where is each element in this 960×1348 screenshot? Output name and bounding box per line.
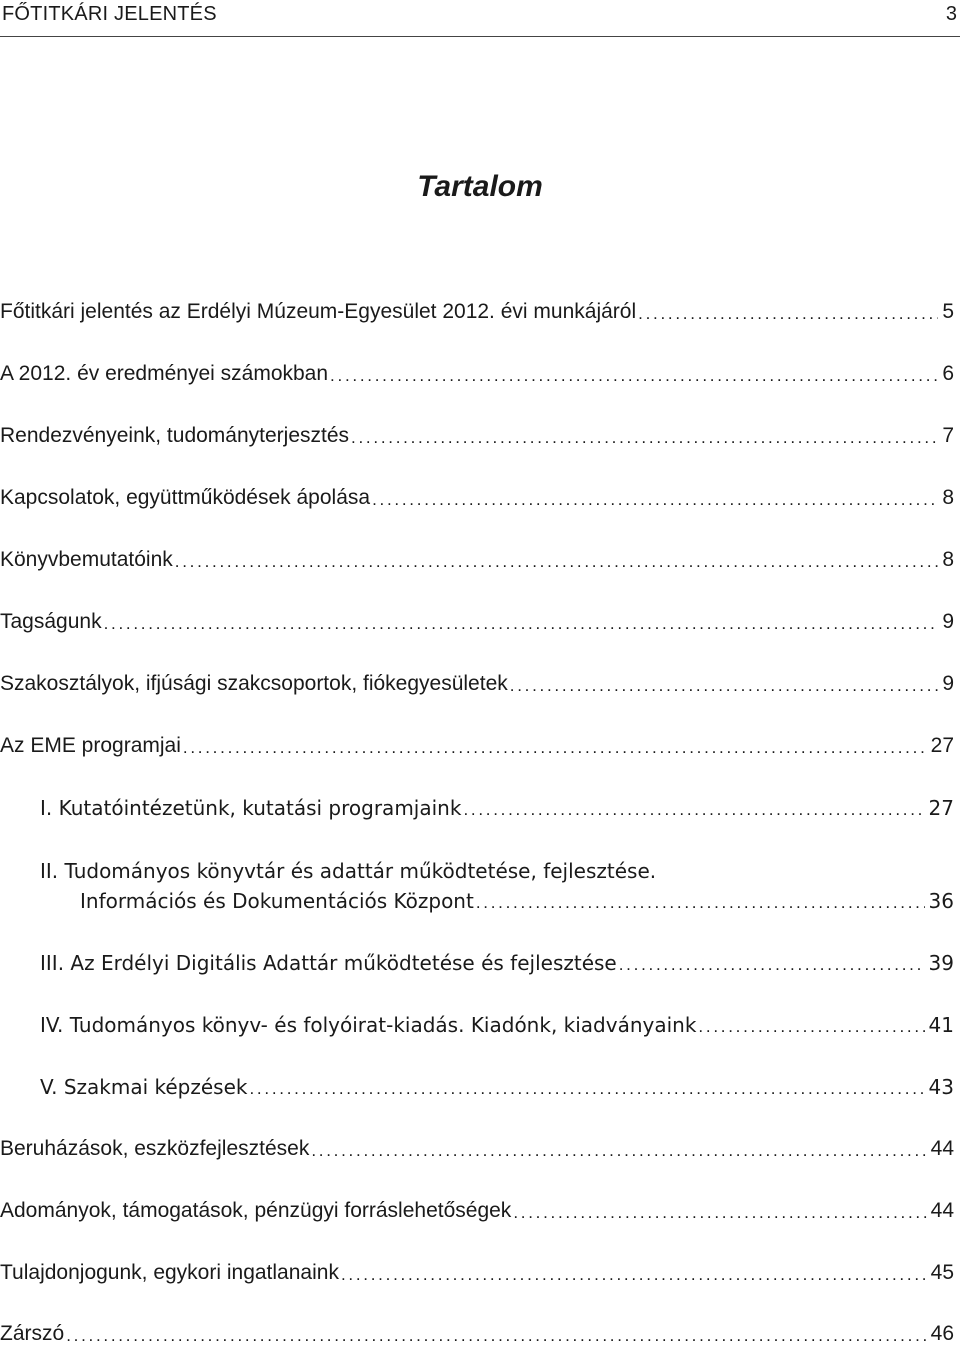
toc-entry-text: I. Kutatóintézetünk, kutatási programjaink <box>40 796 462 820</box>
toc-entry-text: V. Szakmai képzések <box>40 1075 248 1099</box>
toc-entry-text: Rendezvényeink, tudományterjesztés <box>0 424 350 447</box>
toc-entry-text: Adományok, támogatások, pénzügyi forráslehetőségek <box>0 1199 512 1222</box>
toc-entry-text: Információs és Dokumentációs Központ <box>80 889 474 913</box>
toc-entry-page: 27 <box>930 734 954 757</box>
toc-entry-text: Az EME programjai <box>0 734 181 757</box>
dot-leader <box>249 1077 924 1101</box>
toc-entry-page: 43 <box>928 1075 954 1099</box>
dot-leader <box>513 1201 926 1225</box>
toc-subentry[interactable] <box>40 949 954 977</box>
toc-entry-page: 39 <box>928 951 954 975</box>
toc-entry-page: 45 <box>930 1261 954 1284</box>
toc-entry[interactable] <box>0 546 954 574</box>
toc-entry-text: Tulajdonjogunk, egykori ingatlanaink <box>0 1261 339 1284</box>
dot-leader <box>698 1015 924 1039</box>
dot-leader <box>330 364 938 388</box>
toc-entry-page: 9 <box>942 610 954 633</box>
toc-title: Tartalom <box>417 170 543 203</box>
toc-entry-page: 7 <box>942 424 954 447</box>
toc-entry-page: 46 <box>930 1322 954 1345</box>
dot-leader <box>476 891 925 915</box>
toc-entry[interactable] <box>0 1259 954 1287</box>
dot-leader <box>175 550 939 574</box>
dot-leader <box>66 1324 926 1348</box>
header-title: FŐTITKÁRI JELENTÉS <box>2 3 217 25</box>
dot-leader <box>104 612 939 636</box>
toc-entry-text: Kapcsolatok, együttműködések ápolása <box>0 486 371 509</box>
toc-entry-text: IV. Tudományos könyv- és folyóirat-kiadás. Kiadónk, kiadványaink <box>40 1013 697 1037</box>
toc-entry-text: Beruházások, eszközfejlesztések <box>0 1137 310 1160</box>
dot-leader <box>311 1139 926 1163</box>
toc-entry-text-line1: II. Tudományos könyvtár és adattár működtetése, fejlesztése. <box>40 859 657 883</box>
toc-subentry[interactable] <box>40 794 954 822</box>
dot-leader <box>372 488 938 512</box>
toc-entry-text: Szakosztályok, ifjúsági szakcsoportok, fiókegyesületek <box>0 672 508 695</box>
toc-entry-text: III. Az Erdélyi Digitális Adattár működtetése és fejlesztése <box>40 951 617 975</box>
toc-entry-page: 6 <box>942 362 954 385</box>
toc-entry[interactable] <box>0 422 954 450</box>
toc-entry-text: A 2012. év eredményei számokban <box>0 362 329 385</box>
toc-subentry[interactable] <box>40 1011 954 1039</box>
toc-entry-page: 36 <box>928 889 954 913</box>
toc-entry[interactable] <box>0 1320 954 1348</box>
toc-entry[interactable] <box>0 298 954 326</box>
page-number: 3 <box>945 3 957 25</box>
toc-subentry[interactable] <box>80 887 954 915</box>
toc-entry[interactable] <box>0 732 954 760</box>
toc-entry[interactable] <box>0 1135 954 1163</box>
toc-entry[interactable] <box>0 670 954 698</box>
toc-entry-page: 44 <box>930 1137 954 1160</box>
dot-leader <box>183 736 927 760</box>
toc-entry-text: Zárszó <box>0 1322 65 1345</box>
dot-leader <box>510 674 939 698</box>
running-header <box>0 0 960 37</box>
toc-entry-page: 8 <box>942 548 954 571</box>
toc-entry[interactable] <box>0 608 954 636</box>
toc-entry-page: 27 <box>928 796 954 820</box>
toc-entry-page: 5 <box>942 300 954 323</box>
toc-entry[interactable] <box>0 360 954 388</box>
dot-leader <box>638 302 938 326</box>
toc-entry-page: 41 <box>928 1013 954 1037</box>
dot-leader <box>341 1263 927 1287</box>
toc-entry-page: 9 <box>942 672 954 695</box>
toc-entry[interactable] <box>0 1197 954 1225</box>
toc-entry[interactable] <box>0 484 954 512</box>
toc-entry-page: 44 <box>930 1199 954 1222</box>
dot-leader <box>619 953 925 977</box>
toc-entry-text: Főtitkári jelentés az Erdélyi Múzeum-Egyesület 2012. évi munkájáról <box>0 300 637 323</box>
toc-subentry[interactable] <box>40 1073 954 1101</box>
toc-entry-text: Könyvbemutatóink <box>0 548 173 571</box>
toc-entry-text: Tagságunk <box>0 610 102 633</box>
toc-entry-page: 8 <box>942 486 954 509</box>
dot-leader <box>351 426 938 450</box>
dot-leader <box>463 798 924 822</box>
